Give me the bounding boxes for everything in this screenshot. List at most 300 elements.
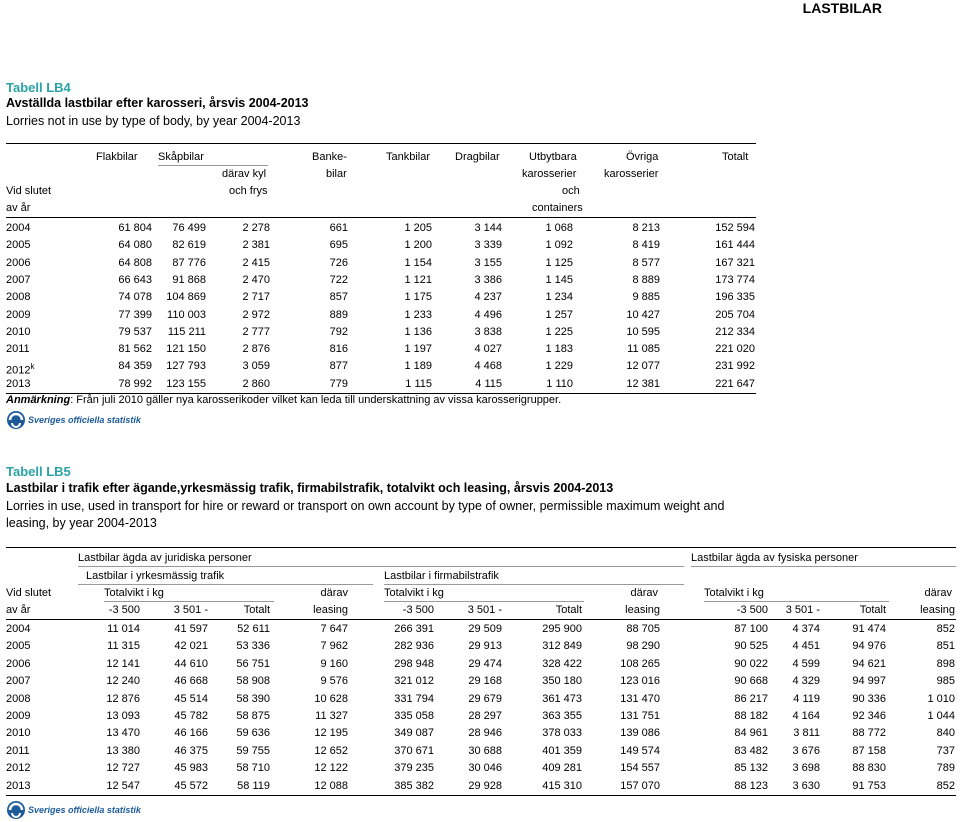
lb5-cell: 3 630 [792, 779, 820, 792]
lb4-cell: 792 [329, 325, 348, 338]
lb4-cell: 4 027 [474, 343, 502, 356]
lb4-cell: 167 321 [715, 256, 755, 269]
lb4-cell: 127 793 [166, 360, 206, 373]
lb4-cell: 1 205 [404, 222, 432, 234]
lb4-cell: 8 419 [632, 239, 660, 252]
lb5-cell: 108 265 [620, 657, 660, 670]
lb4-cell: 12 077 [626, 360, 660, 373]
lb4-row-year [6, 309, 30, 322]
lb5-cell: 131 470 [620, 692, 660, 705]
lb5-cell: 94 976 [852, 640, 886, 653]
lb4-cell: 79 537 [118, 325, 152, 338]
lb5-hdr-firma: Lastbilar i firmabilstrafik [384, 570, 499, 582]
lb5-hdr-w1: -3 500 [402, 604, 434, 616]
lb4-cell: 2 777 [242, 325, 270, 338]
lb5-cell: 349 087 [394, 727, 434, 740]
lb5-cell: 4 164 [792, 710, 820, 722]
lb5-hdr-totalvikt-3: Totalvikt i kg [704, 587, 764, 599]
lb4-row-year [6, 360, 34, 378]
lb5-hdr-w2: 3 501 - [173, 604, 208, 616]
lb5-cell: 898 [936, 657, 955, 670]
lb4-cell: 4 115 [475, 377, 502, 390]
lb5-cell: 312 849 [542, 640, 582, 653]
lb4-row-year [6, 378, 30, 391]
lb4-cell: 3 059 [242, 360, 270, 373]
lb5-juridiska-rule [78, 566, 684, 567]
lb4-cell: 1 183 [545, 343, 573, 356]
lb5-cell: 94 997 [852, 675, 886, 688]
lb5-cell: 91 474 [852, 623, 886, 635]
lb5-cell: 370 671 [394, 744, 434, 757]
lb4-cell: 231 992 [715, 360, 755, 373]
lb4-cell: 1 189 [404, 360, 432, 373]
lb4-cell: 1 115 [405, 377, 432, 390]
lb5-hdr-w1: -3 500 [108, 604, 140, 616]
lb4-cell: 121 150 [166, 343, 206, 356]
lb5-hdr-w1: -3 500 [736, 604, 768, 616]
lb4-cell: 66 643 [118, 273, 152, 286]
lb4-hdr-vid-slutet: Vid slutet [6, 185, 52, 197]
lb5-cell: 86 217 [734, 692, 768, 705]
lb4-cell: 173 774 [715, 273, 755, 286]
lb5-hdr-darav-1: därav [320, 587, 348, 599]
lb5-cell: 4 374 [792, 623, 820, 635]
lb5-totalvikt-rule-2 [384, 601, 584, 602]
lb4-title-sv: Avställda lastbilar efter karosseri, årsvis 2004-2013 [6, 96, 309, 110]
lb5-title-en: Lorries in use, used in transport for hire or reward or transport on own account by type of owner, permissible maximum weight and leasing, by year 2004-2013 [6, 499, 725, 530]
lb5-cell: 12 088 [314, 779, 348, 792]
lb5-cell: 11 315 [107, 640, 140, 653]
lb4-cell: 1 121 [404, 273, 432, 286]
lb4-cell: 78 992 [118, 377, 152, 390]
lb4-hdr-karosserier-2: karosserier [604, 168, 659, 180]
lb5-hdr-leasing: leasing [625, 604, 660, 616]
lb4-year-text: 2010 [6, 325, 31, 338]
lb5-totalvikt-rule-1 [104, 601, 274, 602]
lb4-cell: 1 234 [545, 291, 573, 304]
lb4-year-text: 2011 [6, 343, 30, 356]
lb4-cell: 64 808 [118, 256, 152, 269]
lb5-row-year: 2013 [6, 779, 31, 792]
lb5-cell: 1 010 [927, 692, 955, 705]
lb4-cell: 82 619 [172, 239, 206, 252]
lb4-hdr-bilar: bilar [326, 168, 347, 180]
lb5-table-label: Tabell LB5 [6, 464, 71, 479]
lb5-cell: 12 122 [314, 762, 348, 775]
lb5-cell: 29 913 [468, 640, 502, 653]
lb4-cell: 1 225 [545, 325, 573, 338]
lb4-cell: 1 145 [545, 273, 573, 286]
lb5-cell: 385 382 [394, 779, 434, 792]
lb5-cell: 985 [936, 675, 955, 688]
lb4-row-year [6, 222, 30, 235]
lb5-cell: 10 628 [314, 692, 348, 705]
lb5-row-year: 2012 [6, 762, 31, 775]
sos-logo-text: Sveriges officiella statistik [28, 415, 141, 425]
lb5-cell: 88 830 [852, 762, 886, 775]
lb4-cell: 77 399 [118, 308, 152, 321]
lb5-title-sv: Lastbilar i trafik efter ägande,yrkesmässig trafik, firmabilstrafik, totalvikt och leasing, årsvis 2004-2013 [6, 481, 614, 495]
lb4-hdr-totalt: Totalt [722, 151, 749, 163]
lb5-hdr-fysiska: Lastbilar ägda av fysiska personer [691, 552, 858, 564]
lb5-cell: 44 610 [174, 657, 208, 670]
lb4-row-year [6, 326, 30, 339]
lb4-cell: 91 868 [172, 273, 206, 286]
lb4-cell: 3 339 [474, 239, 502, 252]
lb4-cell: 4 496 [474, 308, 502, 321]
lb5-cell: 154 557 [620, 762, 660, 775]
lb5-firma-rule [384, 584, 684, 585]
lb4-cell: 1 257 [545, 308, 573, 321]
lb4-row-year [6, 257, 30, 270]
lb5-cell: 58 119 [237, 779, 270, 792]
lb5-cell: 58 390 [236, 692, 270, 705]
lb5-cell: 378 033 [542, 727, 582, 740]
sos-logo-2 [6, 800, 141, 820]
lb5-cell: 59 755 [236, 744, 270, 757]
lb4-cell: 2 717 [242, 291, 270, 304]
lb4-cell: 3 155 [474, 256, 502, 269]
lb5-cell: 851 [936, 640, 955, 653]
lb5-cell: 401 359 [542, 744, 582, 757]
lb5-hdr-av-ar: av år [6, 604, 31, 616]
lb5-hdr-totalt: Totalt [243, 604, 270, 616]
lb5-cell: 4 119 [793, 692, 820, 705]
lb5-cell: 266 391 [394, 623, 434, 635]
lb4-table-label: Tabell LB4 [6, 80, 71, 95]
lb5-row-year: 2010 [6, 727, 31, 740]
lb4-cell: 1 200 [404, 239, 432, 252]
lb5-row-year: 2004 [6, 623, 31, 635]
lb4-hdr-flakbilar: Flakbilar [96, 151, 138, 163]
lb5-cell: 58 710 [236, 762, 270, 775]
lb5-header-rule [6, 619, 956, 620]
lb4-cell: 2 876 [242, 343, 270, 356]
lb5-cell: 29 928 [468, 779, 502, 792]
lb4-cell: 115 211 [167, 325, 206, 338]
lb4-hdr-utbytbara: Utbytbara [529, 151, 577, 163]
lb4-cell: 61 804 [118, 222, 152, 234]
lb4-cell: 205 704 [715, 308, 755, 321]
lb5-cell: 87 158 [852, 744, 886, 757]
lb5-cell: 123 016 [620, 675, 660, 688]
lb5-cell: 12 652 [314, 744, 348, 757]
lb4-row-year [6, 343, 30, 356]
lb5-cell: 361 473 [542, 692, 582, 705]
page-header-title: LASTBILAR [802, 0, 882, 16]
lb4-cell: 726 [329, 256, 348, 269]
lb5-cell: 13 093 [106, 710, 140, 722]
lb5-cell: 92 346 [852, 710, 886, 722]
lb5-cell: 789 [936, 762, 955, 775]
lb4-cell: 74 078 [118, 291, 152, 304]
lb5-cell: 12 195 [314, 727, 348, 740]
lb4-cell: 161 444 [715, 239, 755, 252]
lb5-cell: 88 123 [734, 779, 768, 792]
lb4-cell: 1 197 [404, 343, 432, 356]
lb5-cell: 737 [936, 744, 955, 757]
lb4-cell: 1 154 [404, 256, 432, 269]
lb5-cell: 30 046 [468, 762, 502, 775]
lb4-cell: 81 562 [118, 343, 152, 356]
lb5-cell: 328 422 [542, 657, 582, 670]
lb5-cell: 30 688 [468, 744, 502, 757]
lb4-cell: 1 068 [545, 222, 573, 234]
lb5-hdr-darav-2: därav [630, 587, 658, 599]
lb4-cell: 8 577 [632, 256, 660, 269]
lb5-top-rule [6, 547, 956, 548]
lb5-cell: 28 297 [468, 710, 502, 722]
lb5-cell: 139 086 [620, 727, 660, 740]
lb4-cell: 3 838 [474, 325, 502, 338]
lb5-cell: 9 160 [320, 657, 348, 670]
lb5-cell: 852 [936, 623, 955, 635]
lb4-hdr-och: och [562, 185, 580, 197]
sos-logo-icon [6, 410, 26, 430]
lb4-cell: 857 [329, 291, 348, 304]
lb5-cell: 13 380 [106, 744, 140, 757]
lb5-row-year: 2008 [6, 692, 31, 705]
lb5-cell: 13 470 [106, 727, 140, 740]
lb4-cell: 10 595 [626, 325, 660, 338]
lb4-year-text: 2007 [6, 273, 31, 286]
lb5-cell: 46 668 [174, 675, 208, 688]
lb4-year-text: 2013 [6, 377, 31, 390]
lb4-cell: 9 885 [632, 291, 660, 304]
lb5-cell: 29 679 [468, 692, 502, 705]
lb5-cell: 45 983 [174, 762, 208, 775]
lb5-cell: 56 751 [236, 657, 270, 670]
lb4-cell: 87 776 [172, 256, 206, 269]
lb4-cell: 2 415 [242, 256, 270, 269]
lb5-hdr-leasing: leasing [920, 604, 955, 616]
lb4-cell: 104 869 [166, 291, 206, 304]
lb5-cell: 58 875 [236, 710, 270, 722]
lb5-cell: 295 900 [542, 623, 582, 635]
lb4-cell: 2 470 [242, 273, 270, 286]
lb4-cell: 1 136 [404, 325, 432, 338]
lb5-hdr-leasing: leasing [313, 604, 348, 616]
lb5-hdr-totalt: Totalt [555, 604, 582, 616]
lb4-year-text: 2006 [6, 256, 31, 269]
lb5-cell: 45 782 [174, 710, 208, 722]
lb4-hdr-darav-kyl: därav kyl [222, 168, 267, 180]
lb5-cell: 53 336 [236, 640, 270, 653]
lb4-cell: 1 175 [404, 291, 432, 304]
lb5-row-year: 2005 [6, 640, 31, 653]
sos-logo-1 [6, 410, 141, 430]
lb5-fysiska-rule [691, 566, 956, 567]
lb4-year-text: 2009 [6, 308, 31, 321]
sos-logo-text: Sveriges officiella statistik [28, 805, 141, 815]
lb4-cell: 889 [329, 308, 348, 321]
lb5-cell: 12 727 [106, 762, 140, 775]
lb4-top-rule [6, 143, 756, 144]
lb4-cell: 64 080 [118, 239, 152, 252]
lb4-cell: 779 [329, 377, 348, 390]
lb4-cell: 2 278 [242, 222, 270, 234]
lb5-cell: 11 014 [107, 623, 140, 635]
lb4-hdr-ovriga: Övriga [626, 151, 659, 163]
lb5-hdr-totalt: Totalt [859, 604, 886, 616]
lb4-skapbilar-rule [158, 165, 268, 166]
lb4-cell: 1 110 [546, 377, 573, 390]
lb5-cell: 29 474 [468, 657, 502, 670]
lb4-cell: 2 381 [242, 239, 270, 252]
lb5-cell: 409 281 [542, 762, 582, 775]
lb4-row-year [6, 274, 30, 287]
lb5-cell: 350 180 [542, 675, 582, 688]
lb5-cell: 9 576 [320, 675, 348, 688]
lb4-cell: 12 381 [626, 377, 660, 390]
lb4-cell: 196 335 [715, 291, 755, 304]
lb4-cell: 2 972 [242, 308, 270, 321]
lb4-note-label: Anmärkning [6, 394, 71, 406]
lb4-cell: 221 020 [715, 343, 755, 356]
lb4-hdr-av-ar: av år [6, 202, 31, 214]
lb5-cell: 4 329 [792, 675, 820, 688]
lb5-cell: 7 647 [320, 623, 348, 635]
lb5-hdr-totalvikt-2: Totalvikt i kg [384, 587, 444, 599]
lb4-year-text: 2012 [6, 365, 31, 378]
lb5-cell: 90 336 [852, 692, 886, 705]
lb4-cell: 3 386 [474, 273, 502, 286]
lb4-cell: 1 229 [545, 360, 573, 373]
lb4-year-text: 2008 [6, 291, 31, 304]
lb4-cell: 2 860 [242, 377, 270, 390]
lb5-cell: 98 290 [626, 640, 660, 653]
lb4-header-rule [6, 217, 756, 218]
lb4-hdr-bankebilar: Banke- [312, 151, 347, 163]
lb4-cell: 212 334 [715, 325, 755, 338]
lb5-hdr-juridiska: Lastbilar ägda av juridiska personer [78, 552, 252, 564]
sos-logo-icon [6, 800, 26, 820]
lb5-cell: 29 509 [468, 623, 502, 635]
lb5-cell: 852 [936, 779, 955, 792]
lb5-cell: 84 961 [734, 727, 768, 740]
lb5-cell: 335 058 [394, 710, 434, 722]
lb5-cell: 87 100 [734, 623, 768, 635]
lb4-hdr-containers: containers [532, 202, 583, 214]
lb5-cell: 331 794 [394, 692, 434, 705]
lb4-cell: 695 [329, 239, 348, 252]
lb5-totalvikt-rule-3 [704, 601, 889, 602]
lb4-hdr-och-frys: och frys [229, 185, 268, 197]
lb4-cell: 3 144 [474, 222, 502, 234]
lb4-cell: 722 [329, 273, 348, 286]
lb5-yrkes-rule [78, 584, 373, 585]
lb4-cell: 1 125 [545, 256, 573, 269]
lb5-cell: 298 948 [394, 657, 434, 670]
lb5-cell: 90 525 [734, 640, 768, 653]
lb4-cell: 1 092 [545, 239, 573, 252]
lb5-cell: 363 355 [542, 710, 582, 722]
lb4-cell: 221 647 [715, 377, 755, 390]
lb5-cell: 91 753 [852, 779, 886, 792]
lb4-cell: 84 359 [118, 360, 152, 373]
lb5-cell: 3 698 [792, 762, 820, 775]
lb5-cell: 45 514 [174, 692, 208, 705]
lb5-cell: 41 597 [174, 623, 208, 635]
lb4-cell: 152 594 [715, 222, 755, 234]
lb4-cell: 123 155 [166, 377, 206, 390]
lb5-cell: 149 574 [620, 744, 660, 757]
lb4-cell: 4 237 [474, 291, 502, 304]
lb5-cell: 85 132 [734, 762, 768, 775]
lb5-cell: 321 012 [394, 675, 434, 688]
lb5-cell: 3 676 [792, 744, 820, 757]
lb4-cell: 110 003 [167, 308, 206, 321]
lb5-hdr-w2: 3 501 - [785, 604, 820, 616]
lb5-cell: 12 547 [106, 779, 140, 792]
lb4-cell: 877 [329, 360, 348, 373]
lb5-cell: 46 375 [174, 744, 208, 757]
lb4-cell: 4 468 [474, 360, 502, 373]
lb5-row-year: 2007 [6, 675, 31, 688]
lb5-cell: 88 772 [852, 727, 886, 740]
lb5-hdr-vid-slutet: Vid slutet [6, 587, 52, 599]
lb5-cell: 415 310 [542, 779, 582, 792]
lb5-hdr-yrkes: Lastbilar i yrkesmässig trafik [86, 570, 225, 582]
lb5-cell: 11 327 [315, 710, 348, 722]
lb4-hdr-dragbilar: Dragbilar [455, 151, 500, 163]
lb4-cell: 76 499 [172, 222, 206, 234]
lb5-cell: 157 070 [620, 779, 660, 792]
lb5-cell: 88 182 [734, 710, 768, 722]
lb4-note-text: : Från juli 2010 gäller nya karosserikoder vilket kan leda till underskattning av vissa karosserigrupper. [70, 394, 562, 406]
lb5-hdr-w2: 3 501 - [467, 604, 502, 616]
lb5-cell: 379 235 [394, 762, 434, 775]
lb5-hdr-totalvikt-1: Totalvikt i kg [104, 587, 164, 599]
lb5-cell: 4 599 [792, 657, 820, 670]
lb5-cell: 90 668 [734, 675, 768, 688]
lb5-cell: 4 451 [792, 640, 820, 653]
lb5-cell: 90 022 [734, 657, 768, 670]
lb5-cell: 12 876 [106, 692, 140, 705]
lb4-hdr-tankbilar: Tankbilar [386, 151, 431, 163]
lb5-cell: 12 141 [106, 657, 140, 670]
lb5-cell: 58 908 [236, 675, 270, 688]
lb4-cell: 10 427 [626, 308, 660, 321]
lb5-cell: 12 240 [106, 675, 140, 688]
lb5-row-year: 2009 [6, 710, 31, 722]
lb5-cell: 840 [936, 727, 955, 740]
lb4-year-flag: k [30, 362, 35, 372]
lb4-note [6, 394, 561, 406]
lb5-cell: 94 621 [852, 657, 886, 670]
lb5-cell: 28 946 [468, 727, 502, 740]
lb4-row-year [6, 239, 30, 252]
lb5-cell: 1 044 [927, 710, 955, 722]
lb5-cell: 45 572 [174, 779, 208, 792]
lb5-cell: 131 751 [620, 710, 660, 722]
lb4-cell: 1 233 [404, 308, 432, 321]
lb5-cell: 88 705 [626, 623, 660, 635]
lb5-cell: 83 482 [734, 744, 768, 757]
lb5-bottom-rule [6, 795, 956, 796]
lb5-cell: 7 962 [320, 640, 348, 653]
lb4-row-year [6, 291, 30, 304]
lb5-hdr-darav-3: därav [924, 587, 952, 599]
lb4-cell: 816 [329, 343, 348, 356]
lb4-title-en: Lorries not in use by type of body, by year 2004-2013 [6, 114, 301, 128]
lb5-row-year: 2011 [6, 744, 30, 757]
lb5-cell: 42 021 [174, 640, 208, 653]
lb5-cell: 29 168 [468, 675, 502, 688]
lb4-hdr-karosserier-1: karosserier [522, 168, 577, 180]
lb4-year-text: 2005 [6, 239, 31, 252]
lb4-cell: 8 889 [632, 273, 660, 286]
